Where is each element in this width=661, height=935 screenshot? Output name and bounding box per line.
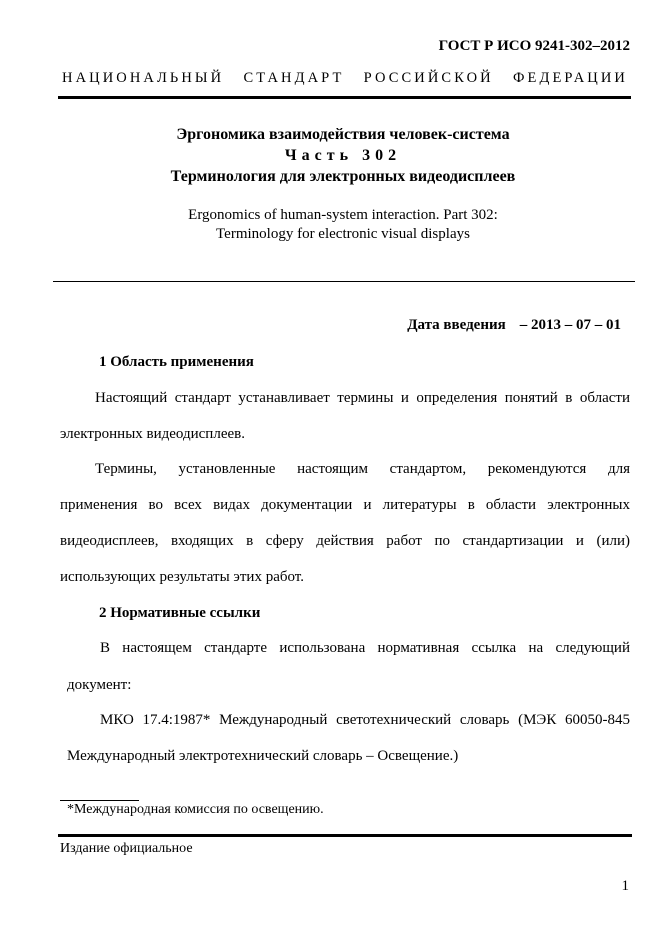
introduction-date	[407, 317, 621, 334]
introduction-date-label: Дата введения	[407, 317, 506, 333]
footnote: *Международная комиссия по освещению.	[67, 802, 324, 817]
introduction-date-value: – 2013 – 07 – 01	[519, 317, 621, 333]
edition-note: Издание официальное	[60, 841, 193, 856]
title-line-3: Терминология для электронных видеодисплеев	[170, 168, 516, 185]
section-1-paragraph-2-line-3: видеодисплеев, входящих в сферу действия работ по стандартизации и (или)	[60, 533, 630, 549]
page-number: 1	[621, 878, 629, 894]
title-line-2: Часть 302	[284, 147, 402, 164]
section-1-heading: 1 Область применения	[99, 354, 254, 370]
footer-divider	[58, 834, 632, 837]
header-divider	[58, 96, 631, 99]
section-2-paragraph-2-line-2: Международный электротехнический словарь – Освещение.)	[67, 748, 459, 764]
section-1-paragraph-1-line-1: Настоящий стандарт устанавливает термины и определения понятий в области	[95, 390, 630, 406]
section-1-paragraph-1-line-2: электронных видеодисплеев.	[60, 426, 245, 442]
section-2-paragraph-1-line-1: В настоящем стандарте использована нормативная ссылка на следующий	[100, 640, 630, 656]
standard-number: ГОСТ Р ИСО 9241-302–2012	[438, 38, 630, 54]
section-1-paragraph-2-line-1: Термины, установленные настоящим стандартом, рекомендуются для	[95, 461, 630, 477]
english-title-line-2: Terminology for electronic visual displays	[216, 226, 470, 242]
footnote-divider	[60, 800, 139, 801]
title-divider	[53, 281, 635, 282]
section-2-heading: 2 Нормативные ссылки	[99, 605, 261, 621]
section-1-paragraph-2-line-4: использующих результаты этих работ.	[60, 569, 304, 585]
section-2-paragraph-1-line-2: документ:	[67, 677, 132, 693]
section-1-paragraph-2-line-2: применения во всех видах документации и литературы в области электронных	[60, 497, 630, 513]
national-standard-header: НАЦИОНАЛЬНЫЙ СТАНДАРТ РОССИЙСКОЙ ФЕДЕРАЦИИ	[62, 70, 628, 86]
title-line-1: Эргономика взаимодействия человек-система	[176, 126, 510, 143]
english-title-line-1: Ergonomics of human-system interaction. Part 302:	[188, 207, 498, 223]
section-2-paragraph-2-line-1: МКО 17.4:1987* Международный светотехнический словарь (МЭК 60050-845	[100, 712, 630, 728]
